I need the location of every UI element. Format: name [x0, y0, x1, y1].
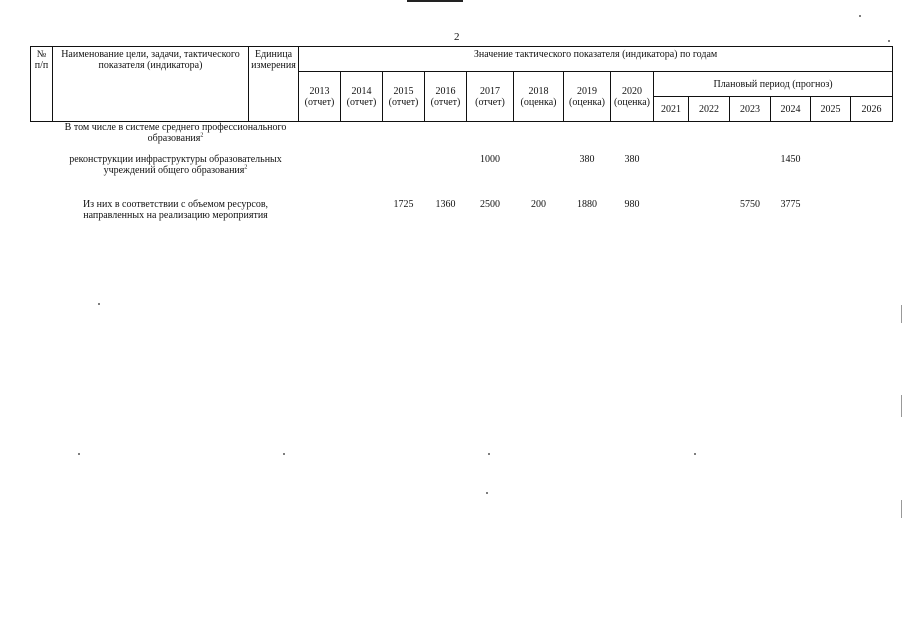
- scan-speck: [283, 453, 285, 455]
- row-value-cell: 1000: [480, 154, 500, 165]
- scan-speck: [486, 492, 488, 494]
- row-value-cell: [689, 154, 730, 199]
- header-year-cell: [467, 72, 514, 122]
- row-value-cell: [730, 154, 771, 199]
- row-value-cell: [654, 199, 689, 239]
- row-value-cell: [851, 122, 893, 155]
- scan-speck: [488, 453, 490, 455]
- header-year-cell: [514, 72, 564, 122]
- header-year-cell: [564, 72, 611, 122]
- row-value-cell: 2500: [480, 199, 500, 210]
- row-value-cell: [514, 154, 564, 199]
- header-year-label: 2020: [622, 85, 642, 97]
- row-value-cell: [299, 199, 341, 239]
- row-num-cell: [31, 122, 53, 155]
- row-value-cell: [299, 154, 341, 199]
- header-year-type: (отчет): [346, 96, 377, 108]
- row-value-cell: [564, 122, 611, 155]
- header-year-cell: [383, 72, 425, 122]
- header-plan-year-cell: 2024: [771, 97, 811, 122]
- header-num-cell: № п/п: [31, 47, 53, 122]
- row-value-cell: [514, 122, 564, 155]
- header-year-label: 2019: [577, 85, 597, 97]
- scan-edge-mark: [901, 305, 902, 323]
- row-footnote-mark: 2: [244, 164, 248, 171]
- row-value-cell: [730, 122, 771, 155]
- row-value-cell: [851, 154, 893, 199]
- header-plan-year-cell: 2025: [811, 97, 851, 122]
- row-value-cell: [771, 122, 811, 155]
- row-value-cell: 1725: [393, 199, 414, 210]
- row-value-cell: [425, 154, 467, 199]
- header-year-type: (отчет): [388, 96, 419, 108]
- header-name-cell: Наименование цели, задачи, тактического показателя (индикатора): [53, 47, 249, 122]
- header-plan-year-cell: 2021: [654, 97, 689, 122]
- scan-speck: [888, 40, 890, 42]
- header-year-type: (оценка): [569, 96, 605, 108]
- scan-speck: [694, 453, 696, 455]
- row-value-cell: 380: [579, 154, 595, 165]
- row-value-cell: 5750: [740, 199, 760, 210]
- table-row: [31, 199, 893, 239]
- row-value-cell: [467, 122, 514, 155]
- header-year-cell: [425, 72, 467, 122]
- header-year-label: 2014: [351, 85, 372, 97]
- row-value-cell: [811, 122, 851, 155]
- row-value-cell: [341, 199, 383, 239]
- header-unit-cell: Единица измерения: [249, 47, 299, 122]
- header-year-label: 2016: [435, 85, 456, 97]
- header-year-type: (оценка): [520, 96, 557, 108]
- row-value-cell: [689, 122, 730, 155]
- row-value-cell: [811, 154, 851, 199]
- page-number: 2: [454, 31, 460, 43]
- row-value-cell: [341, 154, 383, 199]
- row-value-cell: 1360: [435, 199, 456, 210]
- header-plan-year-cell: 2026: [851, 97, 893, 122]
- row-name-cell: [53, 122, 299, 155]
- indicator-table: [30, 46, 893, 239]
- scan-edge-mark: [901, 500, 902, 518]
- row-value-cell: 1880: [577, 199, 597, 210]
- header-year-label: 2015: [393, 85, 414, 97]
- header-year-label: 2017: [480, 85, 500, 97]
- header-year-label: 2018: [528, 85, 549, 97]
- row-value-cell: [654, 154, 689, 199]
- row-value-cell: 380: [624, 154, 640, 165]
- row-value-cell: [611, 122, 654, 155]
- row-value-cell: [425, 122, 467, 155]
- table-row: [31, 122, 893, 155]
- header-values-group: Значение тактического показателя (индикатора) по годам: [299, 47, 893, 72]
- header-year-type: (отчет): [430, 96, 461, 108]
- header-year-cell: [299, 72, 341, 122]
- header-year-type: (отчет): [475, 96, 505, 108]
- row-value-cell: 200: [531, 199, 546, 210]
- row-name-cell: [53, 199, 299, 239]
- row-name-text: В том числе в системе среднего профессионального образования: [64, 122, 287, 144]
- header-year-cell: [341, 72, 383, 122]
- row-num-cell: [31, 154, 53, 199]
- header-year-label: 2013: [309, 85, 330, 97]
- row-value-cell: [689, 199, 730, 239]
- row-value-cell: [341, 122, 383, 155]
- row-name-cell: [53, 154, 299, 199]
- scan-speck: [859, 15, 861, 17]
- scan-edge-mark: [901, 395, 902, 417]
- row-value-cell: 3775: [780, 199, 801, 210]
- row-name-text: Из них в соответствии с объемом ресурсов, направленных на реализацию мероприятия: [82, 199, 269, 221]
- row-footnote-mark: 2: [200, 132, 204, 139]
- row-value-cell: [851, 199, 893, 239]
- header-plan-year-cell: 2022: [689, 97, 730, 122]
- header-year-type: (отчет): [304, 96, 335, 108]
- scan-speck: [78, 453, 80, 455]
- row-value-cell: [654, 122, 689, 155]
- top-rule: [407, 0, 463, 2]
- row-value-cell: [383, 154, 425, 199]
- header-plan-group: Плановый период (прогноз): [654, 72, 893, 97]
- scan-speck: [98, 303, 100, 305]
- table-row: [31, 154, 893, 199]
- row-value-cell: 1450: [780, 154, 801, 165]
- header-year-cell: [611, 72, 654, 122]
- header-plan-year-cell: 2023: [730, 97, 771, 122]
- row-name-text: реконструкции инфраструктуры образовательных учреждений общего образования: [69, 154, 282, 176]
- row-value-cell: 980: [624, 199, 640, 210]
- row-value-cell: [299, 122, 341, 155]
- row-num-cell: [31, 199, 53, 239]
- row-value-cell: [811, 199, 851, 239]
- row-value-cell: [383, 122, 425, 155]
- header-year-type: (оценка): [614, 96, 650, 108]
